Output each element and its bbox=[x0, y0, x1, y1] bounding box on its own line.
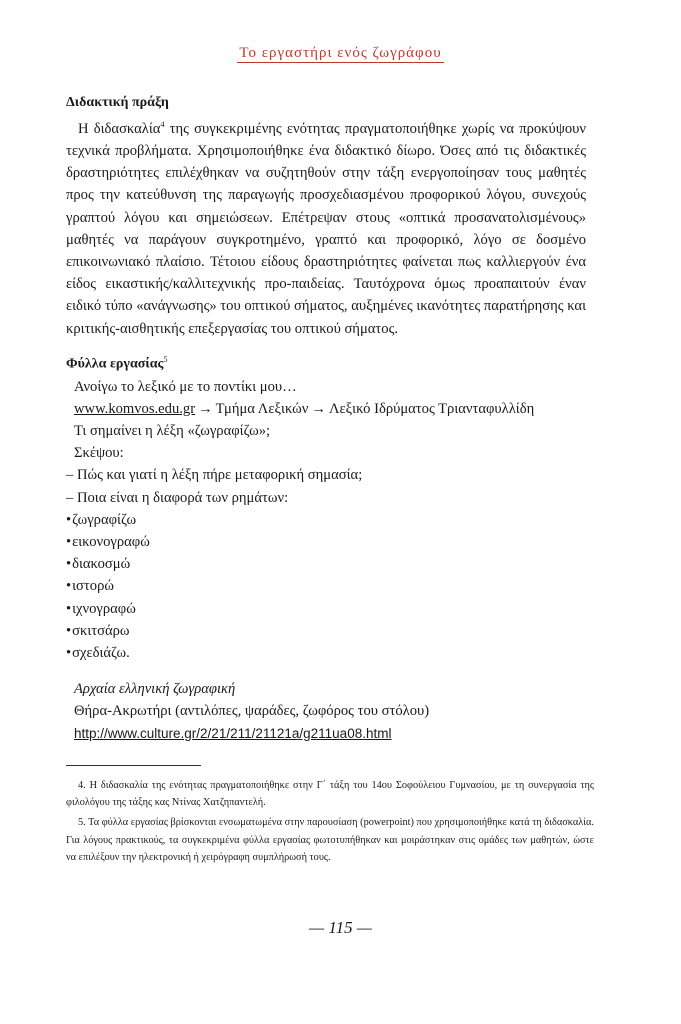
section-title-worksheets bbox=[66, 349, 586, 376]
ancient-painting-block bbox=[66, 678, 586, 745]
list-item: • διακοσμώ bbox=[66, 553, 586, 575]
section-title-text: Φύλλα εργασίας bbox=[66, 356, 164, 372]
para-rest: της συγκεκριμένης ενότητας πραγματοποιήθηκε χωρίς να προκύψουν τεχνικά προβλήματα. Χρησιμοποιήθηκε ένα διδακτικό δίωρο. Όσες από τις διδακτικές δραστηριότητες επιλέχθηκαν να συζητηθούν στην τάξη ενεργοποίησαν τους μαθητές προς την κατεύθυνση της παραγωγής προσχεδιασμένου προφορικού λόγου, συνεχούς γραπτού λόγου και σημειώσεων. Επέτρεψαν στους «οπτικά προσανατολισμένους» μαθητές να παράγουν συγκροτημένο, γραπτό και προφορικό, λόγο σε δοσμένο επικοινωνιακό πλαίσιο. Τέτοιου είδους δραστηριότητες φαίνεται πως καλλιεργούν ένα είδος εικαστικής/καλλιτεχνικής προ-παιδείας. Ταυτόχρονα όμως προαπαιτούν έναν ειδικό τύπο «ανάγνωσης» του οπτικού σήματος, αυξημένες ικανότητες παρατήρησης και κριτικής-αισθητικής επεξεργασίας του οπτικού σήματος. bbox=[66, 120, 587, 337]
dictionary-path bbox=[66, 398, 586, 420]
list-item: • ιστορώ bbox=[66, 575, 586, 597]
worksheets-section bbox=[66, 349, 586, 664]
footnote-4: 4. Η διδασκαλία της ενότητας πραγματοποιήθηκε στην Γ΄ τάξη του 14ου Σοφούλειου Γυμνασίου, με τη συνεργασία της φιλολόγου της τάξης κας Ντίνας Χατζηπαντελή. bbox=[66, 780, 594, 809]
dash-question-2: – Ποια είναι η διαφορά των ρημάτων: bbox=[66, 489, 289, 506]
footnote-ref-5[interactable]: 5 bbox=[163, 354, 168, 364]
ancient-painting-title: Αρχαία ελληνική ζωγραφική bbox=[74, 681, 236, 698]
list-item: • σκιτσάρω bbox=[66, 620, 586, 642]
section-title-teaching-practice bbox=[66, 92, 586, 114]
footnotes bbox=[66, 777, 594, 866]
path-step-2: Λεξικό Ιδρύματος Τριανταφυλλίδη bbox=[328, 400, 535, 417]
page-number: — 115 — bbox=[309, 918, 372, 937]
worksheet-intro: Ανοίγω το λεξικό με το ποντίκι μου… bbox=[74, 378, 297, 395]
verb-list bbox=[66, 509, 586, 664]
footnote-divider bbox=[66, 765, 201, 766]
culture-link[interactable]: http://www.culture.gr/2/21/211/21121a/g211ua08.html bbox=[74, 725, 392, 741]
ancient-painting-desc: Θήρα-Ακρωτήρι (αντιλόπες, ψαράδες, ζωφόρος του στόλου) bbox=[74, 703, 430, 720]
para-start: Η διδασκαλία bbox=[78, 120, 161, 137]
komvos-link[interactable]: www.komvos.edu.gr bbox=[74, 400, 196, 417]
arrow-right-icon: → bbox=[311, 400, 326, 417]
worksheet-question: Τι σημαίνει η λέξη «ζωγραφίζω»; bbox=[74, 422, 271, 439]
list-item: • ιχνογραφώ bbox=[66, 598, 586, 620]
list-item: • ζωγραφίζω bbox=[66, 509, 586, 531]
footnote-5: 5. Τα φύλλα εργασίας βρίσκονται ενσωματωμένα στην παρουσίαση (powerpoint) που χρησιμοποιήθηκε κατά τη διδασκαλία. Για λόγους πρακτικούς, τα συγκεκριμένα φύλλα εργασίας φωτοτυπήθηκαν και μοιράστηκαν στις ομάδες των μαθητών, ώστε να επιλέξουν την ηλεκτρονική ή χειρόγραφη συμπλήρωσή τους. bbox=[66, 817, 594, 863]
list-item: • εικονογραφώ bbox=[66, 531, 586, 553]
think-label: Σκέψου: bbox=[74, 445, 124, 462]
main-content bbox=[66, 92, 586, 745]
running-head-text: Το εργαστήρι ενός ζωγράφου bbox=[239, 45, 442, 61]
footnote-ref-4[interactable]: 4 bbox=[160, 120, 165, 129]
running-head bbox=[0, 44, 681, 62]
list-item: • σχεδιάζω. bbox=[66, 642, 586, 664]
teaching-practice-paragraph bbox=[66, 114, 586, 340]
path-step-1: Τμήμα Λεξικών bbox=[215, 400, 309, 417]
dash-question-1: – Πώς και γιατί η λέξη πήρε μεταφορική σημασία; bbox=[66, 467, 363, 484]
section-title-text: Διδακτική πράξη bbox=[66, 95, 169, 110]
arrow-right-icon: → bbox=[198, 400, 213, 417]
